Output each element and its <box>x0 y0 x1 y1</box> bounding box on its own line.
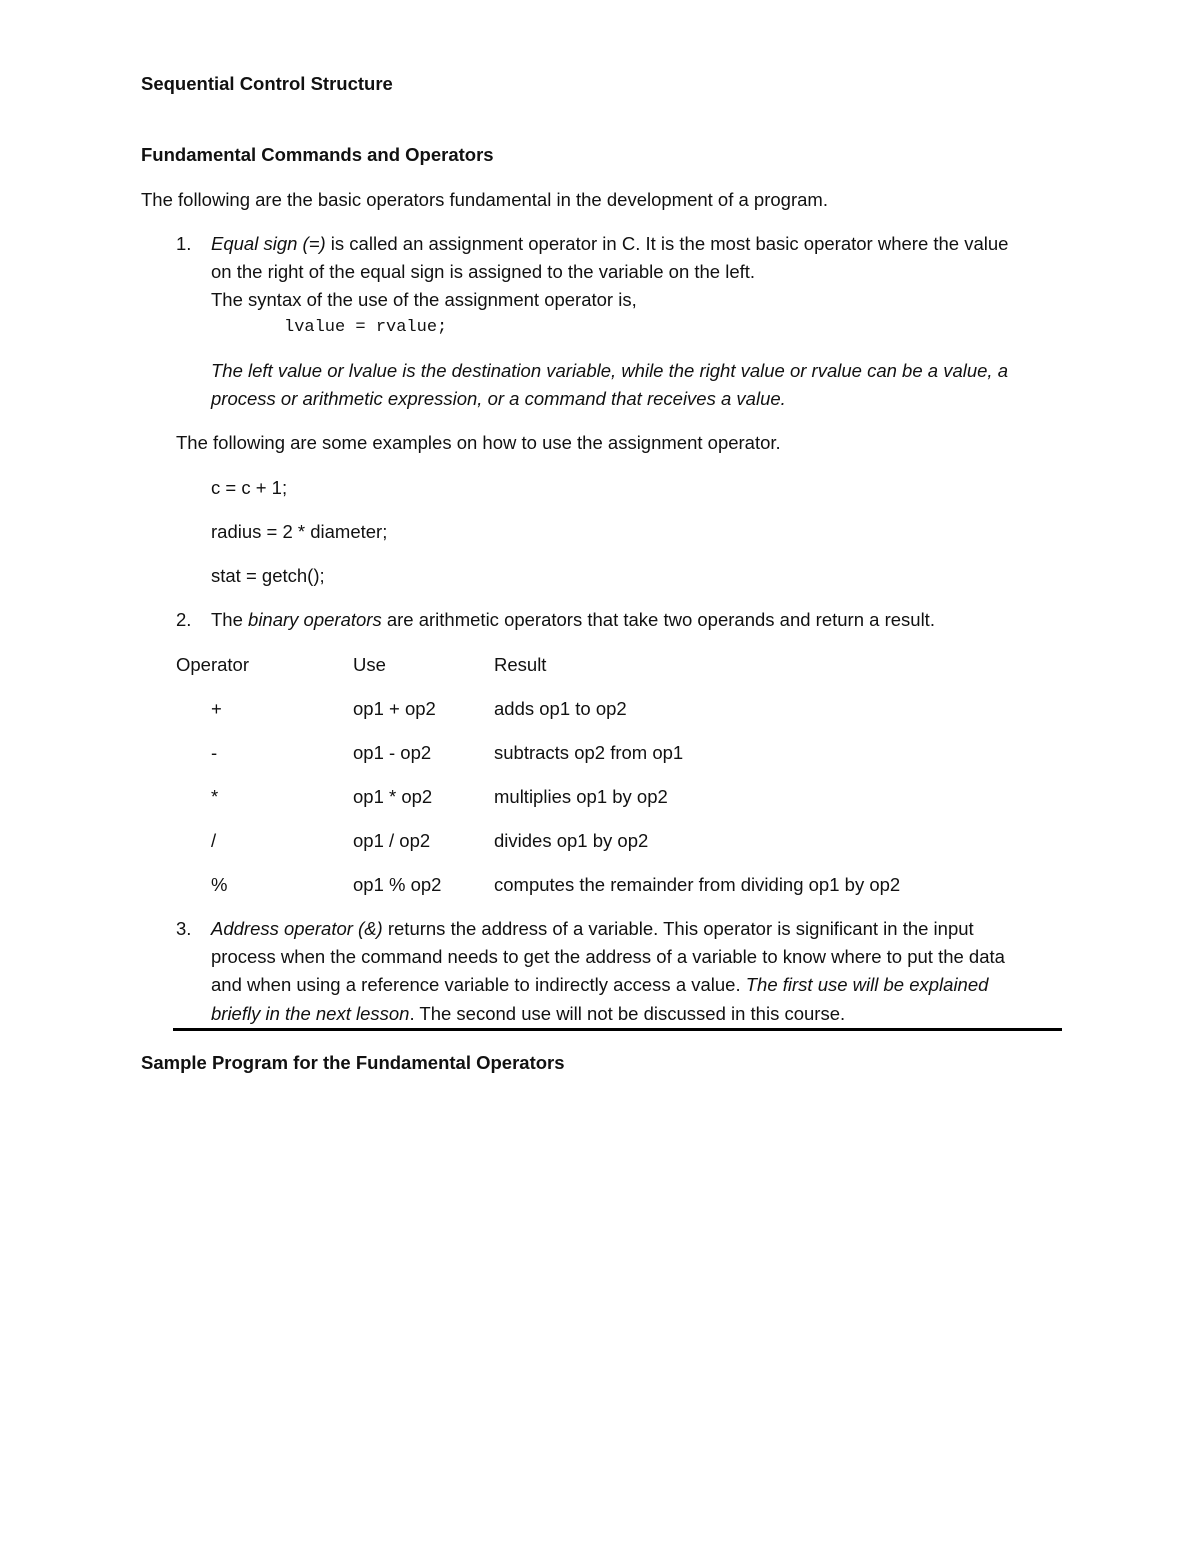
example-line: c = c + 1; <box>211 477 288 498</box>
item-3-term: Address operator (&) <box>211 918 383 939</box>
item-1-term: Equal sign (=) <box>211 233 326 254</box>
operator-cell: - <box>211 742 218 763</box>
operator-cell: + <box>211 698 222 719</box>
section-heading: Fundamental Commands and Operators <box>141 144 494 165</box>
table-header-result: Result <box>494 654 547 675</box>
result-cell: subtracts op2 from op1 <box>494 742 684 763</box>
item-3-rest: returns the address of a variable. This operator is significant in the input <box>382 918 974 939</box>
item-3-line-4 <box>211 1002 845 1026</box>
item-3-number: 3. <box>176 918 192 939</box>
note-line-1: The left value or lvalue is the destination variable, while the right value or rvalue can be a value, a <box>211 360 1008 381</box>
use-cell: op1 + op2 <box>353 698 436 719</box>
example-line: stat = getch(); <box>211 565 325 586</box>
item-2-line <box>211 608 935 632</box>
item-3-line-3-plain: and when using a reference variable to indirectly access a value. <box>211 974 746 995</box>
operator-cell: / <box>211 830 217 851</box>
syntax-code: lvalue = rvalue; <box>284 318 448 337</box>
result-cell: multiplies op1 by op2 <box>494 786 668 807</box>
operator-cell: % <box>211 874 228 895</box>
intro-paragraph: The following are the basic operators fundamental in the development of a program. <box>141 189 828 210</box>
example-line: radius = 2 * diameter; <box>211 521 388 542</box>
item-3-line-1 <box>211 917 974 941</box>
syntax-intro: The syntax of the use of the assignment operator is, <box>211 289 637 310</box>
item-1-line-2: on the right of the equal sign is assigned to the variable on the left. <box>211 261 756 282</box>
item-2-number: 2. <box>176 609 192 630</box>
use-cell: op1 * op2 <box>353 786 433 807</box>
use-cell: op1 / op2 <box>353 830 431 851</box>
item-3-line-2: process when the command needs to get the address of a variable to know where to put the data <box>211 946 1005 967</box>
operator-cell: * <box>211 786 219 807</box>
examples-intro: The following are some examples on how to use the assignment operator. <box>176 432 781 453</box>
item-1-number: 1. <box>176 233 192 254</box>
table-header-operator: Operator <box>176 654 250 675</box>
sample-program-heading: Sample Program for the Fundamental Operators <box>141 1052 565 1073</box>
item-2-prefix: The <box>211 609 249 630</box>
result-cell: adds op1 to op2 <box>494 698 627 719</box>
item-1-rest: is called an assignment operator in C. It is the most basic operator where the value <box>325 233 1009 254</box>
result-cell: computes the remainder from dividing op1 by op2 <box>494 874 901 895</box>
use-cell: op1 - op2 <box>353 742 432 763</box>
item-2-term: binary operators <box>248 609 382 630</box>
item-3-line-4-plain: . The second use will not be discussed in this course. <box>409 1003 846 1024</box>
note-line-2: process or arithmetic expression, or a command that receives a value. <box>211 388 786 409</box>
table-header-use: Use <box>353 654 386 675</box>
item-3-line-3 <box>211 973 988 997</box>
page-title: Sequential Control Structure <box>141 73 393 94</box>
horizontal-rule <box>173 1028 1062 1031</box>
result-cell: divides op1 by op2 <box>494 830 649 851</box>
item-2-rest: are arithmetic operators that take two operands and return a result. <box>381 609 935 630</box>
item-1-line-1 <box>211 232 1008 256</box>
item-3-line-3-italic: The first use will be explained <box>745 974 989 995</box>
item-3-line-4-italic: briefly in the next lesson <box>211 1003 410 1024</box>
use-cell: op1 % op2 <box>353 874 442 895</box>
